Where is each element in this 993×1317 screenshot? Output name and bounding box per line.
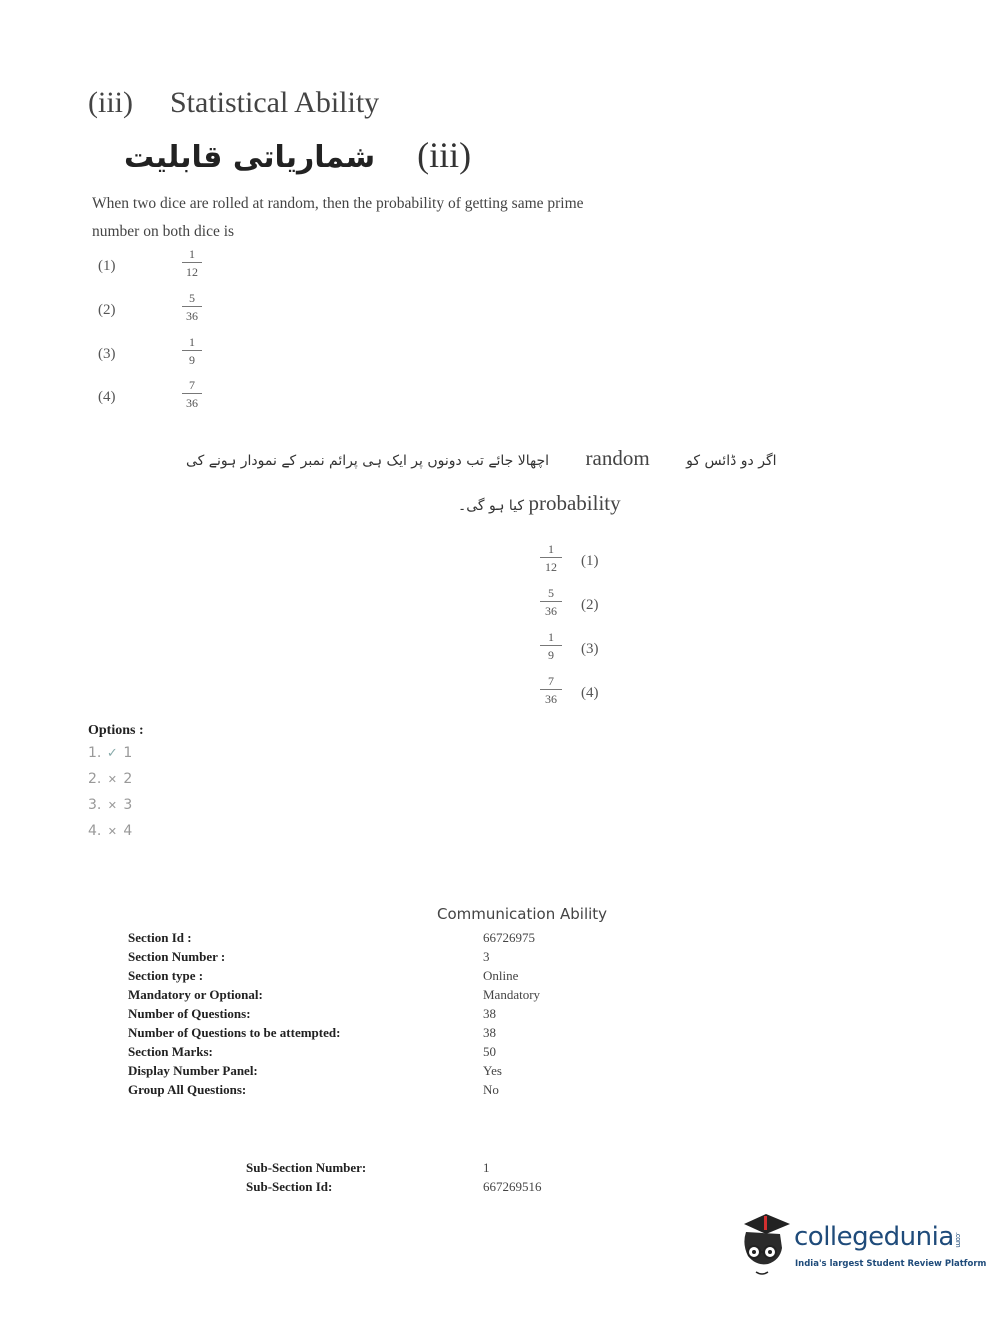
choice-value: 3 (123, 797, 133, 813)
option-label: (2) (98, 302, 116, 318)
field-key: Section Marks: (128, 1044, 213, 1059)
numerator: 5 (548, 586, 554, 600)
option-label: (4) (581, 685, 599, 701)
cross-icon: ✕ (107, 825, 117, 838)
urdu-fragment: اچھالا جائے تب دونوں پر ایک ہی پرائم نمبر کے نمودار ہونے کی (186, 453, 550, 469)
cross-icon: ✕ (107, 773, 117, 786)
denominator: 12 (182, 262, 202, 278)
fraction (540, 587, 562, 617)
denominator: 9 (182, 350, 202, 366)
field-key: Mandatory or Optional: (128, 987, 263, 1002)
cross-icon: ✕ (107, 799, 117, 812)
logo-brand-text: collegedunia (794, 1222, 954, 1252)
option-label: (3) (98, 346, 116, 362)
field-value: Mandatory (483, 987, 541, 1002)
choice-index: 4. (88, 823, 102, 839)
denominator: 9 (540, 645, 562, 661)
logo-brand (794, 1222, 962, 1252)
choice-4[interactable] (88, 823, 132, 839)
field-value: 66726975 (483, 930, 535, 945)
option-en-2 (98, 292, 238, 332)
field-value: 38 (483, 1025, 496, 1040)
field-key: Section Number : (128, 949, 226, 964)
choice-value: 4 (123, 823, 133, 839)
option-ur-4 (540, 675, 610, 715)
option-ur-2 (540, 587, 610, 627)
urdu-latin-term: random (585, 446, 650, 470)
option-en-1 (98, 248, 238, 288)
urdu-fragment: اگر دو ڈائس کو (686, 453, 777, 469)
field-key: Sub-Section Id: (246, 1179, 333, 1194)
numerator: 1 (548, 542, 554, 556)
heading-title-urdu: شماریاتی قابلیت (124, 140, 376, 175)
numerator: 1 (189, 335, 195, 349)
field-key: Number of Questions to be attempted: (128, 1025, 341, 1040)
field-value: No (483, 1082, 499, 1097)
field-key: Section type : (128, 968, 204, 983)
fraction (540, 543, 562, 573)
check-icon: ✓ (106, 746, 118, 761)
denominator: 36 (182, 393, 202, 409)
fraction (182, 292, 202, 322)
question-text-urdu-line1 (186, 446, 777, 471)
options-title: Options : (88, 723, 144, 738)
field-key: Section Id : (128, 930, 192, 945)
field-value: 667269516 (483, 1179, 542, 1194)
numerator: 1 (548, 630, 554, 644)
heading-title: Statistical Ability (170, 86, 380, 119)
mascot-icon (736, 1210, 796, 1280)
numerator: 7 (548, 674, 554, 688)
choice-2[interactable] (88, 771, 132, 787)
field-value: 1 (483, 1160, 490, 1175)
heading-number: (iii) (88, 86, 133, 119)
denominator: 12 (540, 557, 562, 573)
choice-3[interactable] (88, 797, 132, 813)
option-label: (1) (581, 553, 599, 569)
urdu-latin-term: probability (528, 491, 621, 515)
choice-1[interactable] (88, 745, 132, 761)
section-name: Communication Ability (437, 905, 608, 923)
field-key: Number of Questions: (128, 1006, 251, 1021)
option-ur-3 (540, 631, 610, 671)
field-value: Yes (483, 1063, 502, 1078)
option-en-4 (98, 379, 238, 419)
field-value: 38 (483, 1006, 496, 1021)
option-label: (3) (581, 641, 599, 657)
logo-brand-suffix: .com (953, 1232, 962, 1248)
fraction (182, 379, 202, 409)
choice-index: 3. (88, 797, 102, 813)
field-value: 50 (483, 1044, 496, 1059)
question-text-urdu-line2 (458, 491, 621, 516)
denominator: 36 (540, 689, 562, 705)
field-value: Online (483, 968, 519, 983)
fraction (182, 336, 202, 366)
denominator: 36 (182, 306, 202, 322)
heading-english (88, 86, 379, 120)
option-ur-1 (540, 543, 610, 583)
field-value: 3 (483, 949, 490, 964)
choice-value: 1 (123, 745, 133, 761)
choice-index: 1. (88, 745, 102, 761)
option-label: (1) (98, 258, 116, 274)
collegedunia-logo[interactable] (736, 1210, 987, 1280)
numerator: 1 (189, 247, 195, 261)
choice-index: 2. (88, 771, 102, 787)
option-en-3 (98, 336, 238, 376)
numerator: 5 (189, 291, 195, 305)
choice-value: 2 (123, 771, 133, 787)
field-key: Group All Questions: (128, 1082, 247, 1097)
field-key: Sub-Section Number: (246, 1160, 367, 1175)
heading-number-urdu: (iii) (417, 135, 472, 175)
option-label: (2) (581, 597, 599, 613)
numerator: 7 (189, 378, 195, 392)
field-key: Display Number Panel: (128, 1063, 258, 1078)
logo-tagline: India's largest Student Review Platform (795, 1259, 987, 1269)
fraction (540, 631, 562, 661)
urdu-fragment: کیا ہو گی۔ (458, 498, 525, 514)
fraction (182, 248, 202, 278)
denominator: 36 (540, 601, 562, 617)
fraction (540, 675, 562, 705)
question-text-english: When two dice are rolled at random, then the probability of getting same prime number on both dice is (92, 195, 584, 240)
heading-urdu (124, 134, 471, 176)
option-label: (4) (98, 389, 116, 405)
